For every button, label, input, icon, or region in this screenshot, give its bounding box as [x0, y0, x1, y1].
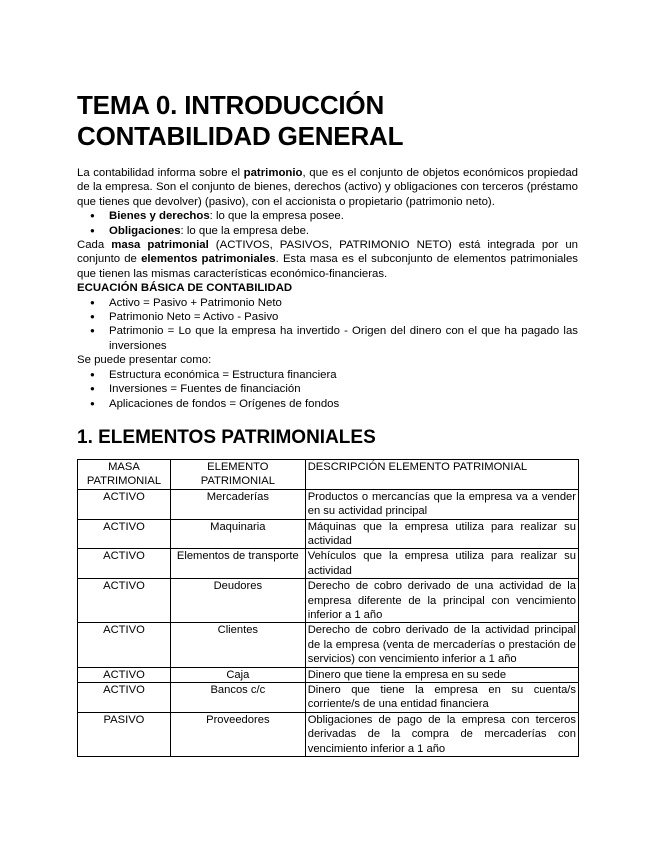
- intro-text-2: , que es el conjunto de objetos económicos propiedad de la empresa. Son el conjunto de bienes, derechos (activo) y obligaciones con terceros (préstamo que tienes que devolver) (pasivo), con el accionista o propietario (patrimonio neto).: [77, 167, 578, 208]
- table-row: [78, 667, 579, 682]
- para2-bold-2: elementos patrimoniales: [141, 253, 276, 266]
- cell-elemento: Elementos de transporte: [170, 549, 305, 579]
- list-item: ● Aplicaciones de fondos = Orígenes de fondos: [109, 397, 578, 411]
- para2-text-2: (ACTIVOS, PASIVOS, PATRIMONIO NETO) está integrada por un conjunto de: [77, 239, 578, 266]
- list-item: ● Activo = Pasivo + Patrimonio Neto: [109, 296, 578, 310]
- intro-text-1: La contabilidad informa sobre el: [77, 167, 244, 179]
- elements-table: [77, 459, 579, 757]
- table-row: [78, 549, 579, 579]
- list-item-bold: Bienes y derechos: [109, 210, 210, 223]
- document-title: [77, 90, 578, 152]
- content: [77, 166, 578, 757]
- cell-descripcion: Productos o mercancías que la empresa va a vender en su actividad principal: [305, 489, 578, 519]
- cell-descripcion: Dinero que tiene la empresa en su sede: [305, 667, 578, 682]
- list-item: ● Patrimonio Neto = Activo - Pasivo: [109, 310, 578, 324]
- header-elemento: ELEMENTO PATRIMONIAL: [170, 459, 305, 489]
- para2-text-1: Cada: [77, 239, 112, 252]
- assets-obligations-list: [77, 209, 578, 238]
- cell-masa: ACTIVO: [78, 519, 171, 549]
- presentation-paragraph: Se puede presentar como:: [77, 354, 212, 367]
- cell-masa: ACTIVO: [78, 579, 171, 623]
- header-descripcion: DESCRIPCIÓN ELEMENTO PATRIMONIAL: [305, 459, 578, 489]
- cell-elemento: Maquinaria: [170, 519, 305, 549]
- cell-elemento: Mercaderías: [170, 489, 305, 519]
- list-item: ● Estructura económica = Estructura financiera: [109, 368, 578, 382]
- cell-masa: ACTIVO: [78, 549, 171, 579]
- cell-elemento: Proveedores: [170, 712, 305, 756]
- cell-masa: PASIVO: [78, 712, 171, 756]
- cell-elemento: Clientes: [170, 623, 305, 667]
- list-item-bold: Obligaciones: [109, 224, 181, 237]
- table-row: [78, 519, 579, 549]
- table-row: [78, 623, 579, 667]
- cell-elemento: Caja: [170, 667, 305, 682]
- para2-text-3: . Esta masa es el subconjunto de elementos patrimoniales que tienen las mismas características económico-financieras.: [77, 253, 578, 280]
- list-item: [109, 209, 578, 223]
- table-row: [78, 489, 579, 519]
- cell-elemento: Bancos c/c: [170, 683, 305, 713]
- table-row: [78, 683, 579, 713]
- intro-bold-patrimonio: patrimonio: [243, 167, 303, 179]
- cell-masa: ACTIVO: [78, 623, 171, 667]
- table-header-row: [78, 459, 579, 489]
- title-line-1: TEMA 0. INTRODUCCIÓN: [77, 90, 385, 120]
- cell-masa: ACTIVO: [78, 667, 171, 682]
- table-row: [78, 712, 579, 756]
- cell-descripcion: Dinero que tiene la empresa en su cuenta/s corriente/s de una entidad financiera: [305, 683, 578, 713]
- masa-paragraph: [77, 238, 578, 281]
- section-heading: 1. ELEMENTOS PATRIMONIALES: [77, 426, 376, 448]
- list-item: ● Inversiones = Fuentes de financiación: [109, 382, 578, 396]
- cell-elemento: Deudores: [170, 579, 305, 623]
- cell-masa: ACTIVO: [78, 489, 171, 519]
- intro-paragraph: [77, 166, 578, 209]
- table-row: [78, 579, 579, 623]
- list-item: ● Patrimonio = Lo que la empresa ha invertido - Origen del dinero con el que ha pagado las inversiones: [109, 324, 578, 353]
- para2-bold-1: masa patrimonial: [111, 239, 209, 252]
- cell-descripcion: Derecho de cobro derivado de una actividad de la empresa diferente de la principal con vencimiento inferior a 1 año: [305, 579, 578, 623]
- header-masa: MASA PATRIMONIAL: [78, 459, 171, 489]
- equation-list: [77, 296, 578, 354]
- cell-masa: ACTIVO: [78, 683, 171, 713]
- presentation-list: [77, 368, 578, 411]
- cell-descripcion: Vehículos que la empresa utiliza para realizar su actividad: [305, 549, 578, 579]
- cell-descripcion: Máquinas que la empresa utiliza para realizar su actividad: [305, 519, 578, 549]
- title-line-2: CONTABILIDAD GENERAL: [77, 121, 404, 151]
- cell-descripcion: Derecho de cobro derivado de la actividad principal de la empresa (venta de mercaderías o prestación de servicios) con vencimiento inferior a 1 año: [305, 623, 578, 667]
- list-item: [109, 224, 578, 238]
- list-item-text: : lo que la empresa debe.: [180, 224, 310, 237]
- cell-descripcion: Obligaciones de pago de la empresa con terceros derivadas de la compra de mercaderías con vencimiento inferior a 1 año: [305, 712, 578, 756]
- list-item-text: : lo que la empresa posee.: [209, 210, 344, 223]
- equation-heading: ECUACIÓN BÁSICA DE CONTABILIDAD: [77, 282, 293, 295]
